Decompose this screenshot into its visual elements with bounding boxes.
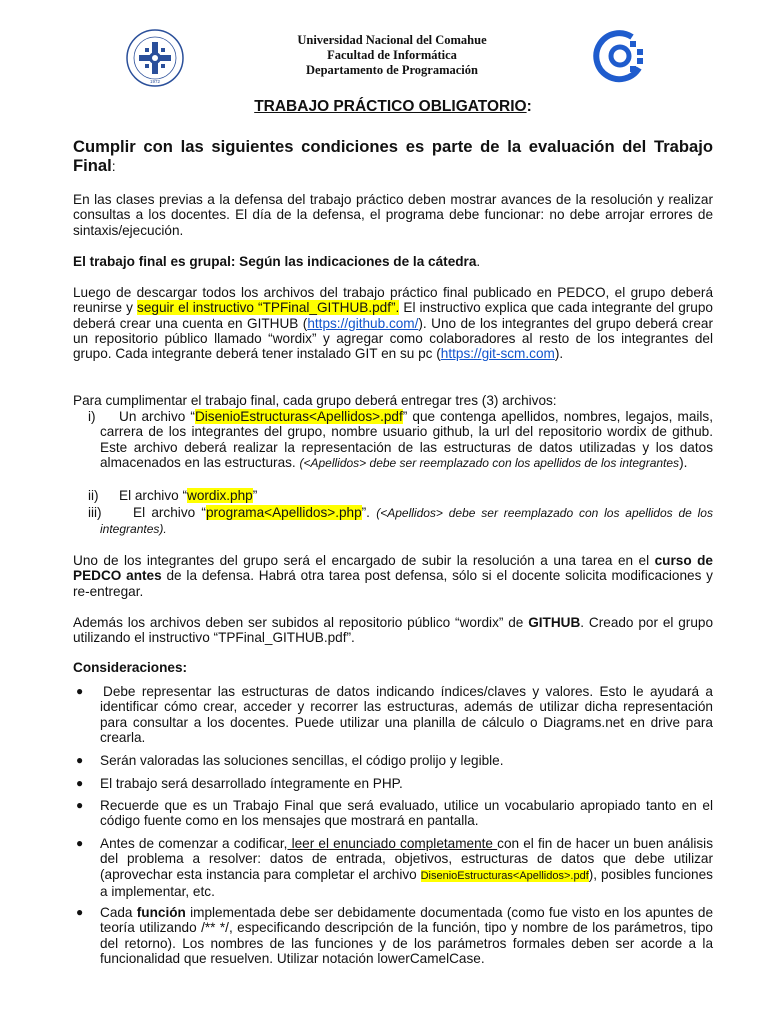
institution-block [230, 33, 554, 78]
github-text-d: ). [554, 346, 564, 362]
bullet-dot-icon: ● [76, 836, 84, 850]
github-text-c: ). Uno de los integrantes del grupo deberá crear un repositorio público llamado “wordix” y agregar como colaboradores al resto de los integrantes del grupo. Cada integrante deberá tener instalado GIT en su pc ( [73, 315, 713, 362]
list-number: iii) [88, 505, 102, 520]
git-scm-link[interactable]: https://git-scm.com [440, 346, 555, 362]
diseno-file-highlight-small: DisenioEstructuras<Apellidos>.pdf [420, 869, 589, 882]
subtitle-suffix: : [111, 158, 116, 174]
paragraph-group [73, 254, 713, 269]
list-number: i) [88, 409, 96, 424]
list-text: El archivo “wordix.php” [119, 488, 258, 503]
faculty-logo [592, 28, 648, 84]
bullet-item [73, 753, 713, 768]
paragraph-intro: En las clases previas a la defensa del trabajo práctico deben mostrar avances de la resolución y realizar consultas a los docentes. El día de la defensa, el programa debe funcionar: no debe arrojar errores de sintaxis/ejecución. [73, 192, 713, 238]
bullet-text: Recuerde que es un Trabajo Final que será evaluado, utilice un vocabulario apropiado tanto en el código fuente como en los mensajes que mostrará en pantalla. [100, 798, 713, 829]
bullet-text: Serán valoradas las soluciones sencillas, el código prolijo y legible. [100, 753, 504, 768]
list-number: ii) [88, 488, 99, 503]
paragraph-deliverables: Para cumplimentar el trabajo final, cada grupo deberá entregar tres (3) archivos: [73, 393, 557, 408]
github-text-b: El instructivo explica que cada integrante del grupo deberá crear una cuenta en GITHUB ( [73, 300, 713, 331]
bullet-item [73, 836, 713, 899]
university-name: Universidad Nacional del Comahue [297, 33, 487, 47]
bullet-text: Cada función implementada debe ser debidamente documentada (como fue visto en los apuntes de teoría utilizando /** */, especificando descripción de la función, tipo y nombre de los parámetros, tipo del retorno). Los nombres de las funciones y de los parámetros formales deben ser acorde a la funcionalidad que resuelven. Utilizar notación lowerCamelCase. [100, 905, 714, 966]
department-name: Departamento de Programación [306, 63, 478, 77]
bullet-dot-icon: ● [76, 905, 84, 919]
bullet-text: Debe representar las estructuras de datos indicando índices/claves y valores. Esto le ayudará a identificar cómo crear, acceder y recorrer las estructuras, además de utilizar dicha representación para consultar a los docentes. Puede utilizar una planilla de cálculo o Diagrams.net en drive para crearla. [100, 684, 713, 745]
title-suffix: : [526, 98, 532, 115]
page-title [73, 98, 713, 116]
paragraph-repo: Además los archivos deben ser subidos al repositorio público “wordix” de GITHUB. Creado por el grupo utilizando el instructivo “TPFinal_GITHUB.pdf”. [73, 615, 713, 646]
bullet-item [73, 905, 713, 966]
bullet-dot-icon: ● [76, 798, 84, 812]
list-text: Un archivo “DisenioEstructuras<Apellidos>.pdf” que contenga apellidos, nombres, legajos, mails, carrera de los integrantes del grupo, nombre usuario github, la url del repositorio wordix de github. Este archivo deberá realizar la representación de las estructuras de datos utilizadas y los datos almacenados en las estructuras. (<Apellidos> debe ser reemplazado con los apellidos de los integrantes). [100, 409, 713, 470]
instructivo-highlight: seguir el instructivo “TPFinal_GITHUB.pdf”. [137, 300, 400, 316]
group-bold-text: El trabajo final es grupal: Según las indicaciones de la cátedra [73, 254, 477, 269]
list-item-ii [73, 488, 713, 503]
function-bold: función [136, 905, 186, 920]
seal-year: 1972 [149, 79, 161, 84]
programa-file-highlight: programa<Apellidos>.php [205, 505, 362, 520]
list-item-i [73, 409, 713, 471]
faculty-name: Facultad de Informática [327, 48, 457, 62]
bullet-dot-icon: ● [76, 684, 84, 698]
pedco-bold: curso de PEDCO antes [73, 553, 713, 584]
github-text-a: Luego de descargar todos los archivos del trabajo práctico final publicado en PEDCO, el grupo deberá reunirse y [73, 285, 713, 316]
bullet-text: Antes de comenzar a codificar, leer el enunciado completamente con el fin de hacer un buen análisis del problema a resolver: datos de entrada, objetivos, estructuras de datos que debe utilizar (aprovechar esta instancia para completar el archivo DisenioEstructuras<Apellidos>.pdf), posibles funciones a implementar, etc. [100, 836, 713, 899]
github-bold: GITHUB [528, 615, 581, 630]
university-seal-logo [125, 28, 185, 88]
bullet-item [73, 798, 713, 829]
title-text: TRABAJO PRÁCTICO OBLIGATORIO [254, 98, 527, 115]
bullet-item [73, 684, 713, 745]
apellidos-note: (<Apellidos> debe ser reemplazado con los apellidos de los integrantes). [100, 506, 713, 537]
paragraph-github [73, 285, 713, 361]
apellidos-note: (<Apellidos> debe ser reemplazado con los apellidos de los integrantes [299, 455, 680, 470]
considerations-heading: Consideraciones: [73, 660, 188, 675]
bullet-dot-icon: ● [76, 776, 84, 790]
read-statement-underline: leer el enunciado completamente [287, 836, 498, 851]
document-header [0, 0, 768, 90]
list-text: El archivo “programa<Apellidos>.php”. (<Apellidos> debe ser reemplazado con los apellidos de los integrantes). [100, 505, 713, 537]
bullet-dot-icon: ● [76, 753, 84, 767]
bullet-item [73, 776, 713, 791]
subtitle [73, 137, 713, 176]
list-item-iii [73, 505, 713, 538]
diseno-file-highlight: DisenioEstructuras<Apellidos>.pdf [194, 409, 403, 424]
paragraph-pedco: Uno de los integrantes del grupo será el encargado de subir la resolución a una tarea en el curso de PEDCO antes de la defensa. Habrá otra tarea post defensa, sólo si el docente solicita modificaciones y re-entregar. [73, 553, 713, 599]
wordix-file-highlight: wordix.php [187, 488, 253, 503]
subtitle-text: Cumplir con las siguientes condiciones es parte de la evaluación del Trabajo Final [73, 137, 713, 175]
github-link[interactable]: https://github.com/ [307, 315, 419, 331]
bullet-text: El trabajo será desarrollado íntegramente en PHP. [100, 776, 403, 791]
group-end: . [476, 254, 481, 269]
